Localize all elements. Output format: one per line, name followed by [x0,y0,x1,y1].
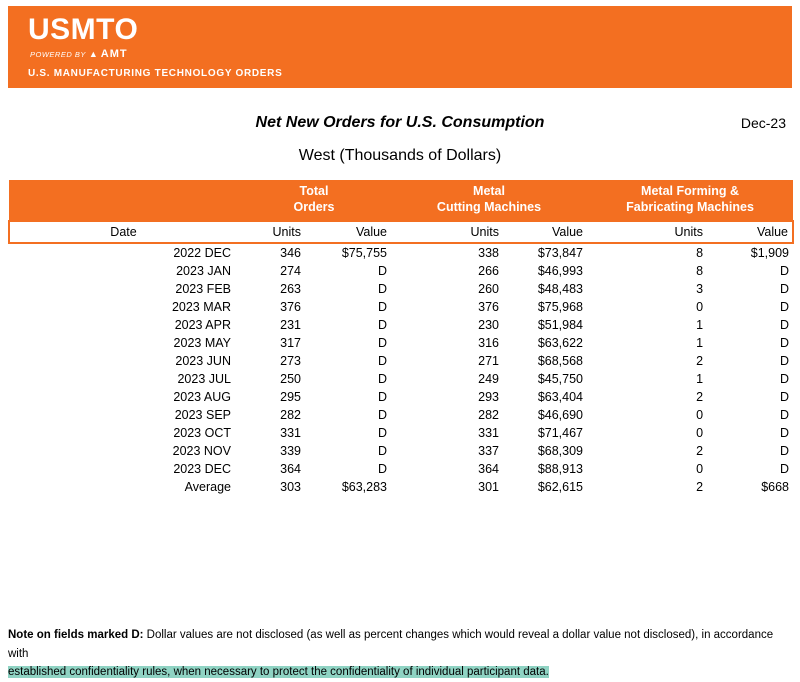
value-cell: D [779,371,790,386]
value-cell: $71,467 [537,425,584,440]
value-cell: 1 [696,317,704,332]
value-cell: 376 [478,299,499,314]
column-header-value-forming: Value [707,221,793,243]
column-header-date: Date [9,221,237,243]
group-label: Total [299,184,329,198]
footnote-label: Note on fields marked D: [8,629,144,641]
value-cell: 260 [478,281,499,296]
value-cell: 316 [478,335,499,350]
value-cell: $63,622 [537,335,584,350]
table-row [9,442,793,460]
value-cell: 271 [478,353,499,368]
page-subtitle: West (Thousands of Dollars) [298,147,502,164]
group-label: Metal Forming & [641,184,739,198]
value-cell: D [779,299,790,314]
value-cell: 230 [478,317,499,332]
value-cell: $45,750 [537,371,584,386]
column-header-units-total: Units [237,221,305,243]
value-cell: 2 [696,443,704,458]
value-cell: $68,309 [537,443,584,458]
value-cell: D [779,425,790,440]
value-cell: 331 [280,425,301,440]
value-cell: 317 [280,335,301,350]
group-label: Fabricating Machines [626,200,754,215]
value-cell: D [377,353,387,368]
page-title: Net New Orders for U.S. Consumption [255,114,545,131]
value-cell: 0 [696,299,704,314]
value-cell: 1 [696,371,704,386]
table-row [9,370,793,388]
date-cell: 2023 AUG [173,389,231,404]
value-cell: D [377,425,387,440]
value-cell: $73,847 [537,245,584,260]
value-cell: 346 [280,245,301,260]
value-cell: D [377,281,387,296]
value-cell: D [377,389,387,404]
table-row [9,243,793,262]
value-cell: D [779,353,790,368]
value-cell: D [779,317,790,332]
table-row [9,316,793,334]
date-cell: 2023 OCT [173,425,231,440]
table-body [9,243,793,496]
group-label: Cutting Machines [436,200,542,215]
value-cell: D [377,263,387,278]
value-cell: $46,993 [537,263,584,278]
value-cell: D [377,443,387,458]
value-cell: 338 [478,245,499,260]
group-header-metal-forming [587,180,793,221]
value-cell: 301 [478,479,499,494]
value-cell: D [377,317,387,332]
table-row [9,460,793,478]
table-row [9,280,793,298]
value-cell: 250 [280,371,301,386]
header-tagline: U.S. MANUFACTURING TECHNOLOGY ORDERS [28,68,283,79]
value-cell: 303 [280,479,301,494]
table-row [9,262,793,280]
value-cell: D [377,461,387,476]
date-cell: 2023 MAR [171,299,231,314]
value-cell: 364 [280,461,301,476]
value-cell: $46,690 [537,407,584,422]
table-row [9,478,793,496]
value-cell: $48,483 [537,281,584,296]
table-row [9,334,793,352]
header-banner [8,6,792,88]
value-cell: $75,755 [341,245,387,260]
value-cell: D [779,263,790,278]
value-cell: 263 [280,281,301,296]
value-cell: D [779,407,790,422]
value-cell: 364 [478,461,499,476]
value-cell: 273 [280,353,301,368]
group-header-total-orders [237,180,391,221]
value-cell: 0 [696,461,704,476]
value-cell: 266 [478,263,499,278]
value-cell: 2 [696,389,704,404]
footnote-line1: Dollar values are not disclosed (as well as percent changes which would reveal a dollar value not disclosed), in accordance with [8,629,774,660]
value-cell: D [779,281,790,296]
value-cell: $63,283 [341,479,387,494]
report-date: Dec-23 [740,115,786,131]
value-cell: D [779,389,790,404]
column-header-value-cutting: Value [503,221,587,243]
date-cell: 2023 JAN [176,263,231,278]
group-label: Metal [473,184,505,198]
value-cell: 331 [478,425,499,440]
value-cell: D [377,299,387,314]
date-cell: 2023 JUL [177,371,231,386]
value-cell: 339 [280,443,301,458]
column-header-value-total: Value [305,221,391,243]
value-cell: 0 [696,425,704,440]
table-row [9,388,793,406]
value-cell: 337 [478,443,499,458]
value-cell: $88,913 [537,461,584,476]
table-row [9,424,793,442]
date-cell: Average [184,479,231,494]
column-header-units-cutting: Units [391,221,503,243]
value-cell: 8 [696,263,704,278]
value-cell: $51,984 [537,317,584,332]
value-cell: D [779,335,790,350]
table-column-header-row [9,221,793,243]
value-cell: 3 [696,281,704,296]
value-cell: 282 [478,407,499,422]
footnote-line2: established confidentiality rules, when necessary to protect the confidentiality of individual participant data. [8,666,549,679]
date-cell: 2022 DEC [173,245,231,260]
usmto-logo: USMTO [28,13,139,46]
value-cell: 2 [696,353,704,368]
date-cell: 2023 APR [174,317,231,332]
value-cell: D [779,461,790,476]
date-cell: 2023 NOV [172,443,231,458]
powered-by [30,48,792,60]
value-cell: 376 [280,299,301,314]
value-cell: 282 [280,407,301,422]
value-cell: $68,568 [537,353,584,368]
group-header-metal-cutting [391,180,587,221]
value-cell: 295 [280,389,301,404]
value-cell: D [377,371,387,386]
value-cell: 1 [696,335,704,350]
value-cell: $668 [761,479,790,494]
group-header-empty [9,180,237,221]
value-cell: 2 [696,479,704,494]
date-cell: 2023 JUN [175,353,231,368]
orders-table [8,180,794,496]
table-row [9,406,793,424]
amt-label: AMT [100,48,128,60]
value-cell: 293 [478,389,499,404]
table-row [9,298,793,316]
date-cell: 2023 SEP [174,407,231,422]
value-cell: 249 [478,371,499,386]
column-header-units-forming: Units [587,221,707,243]
value-cell: 274 [280,263,301,278]
footnote [8,626,792,682]
value-cell: $75,968 [537,299,584,314]
title-row [0,114,800,134]
value-cell: $62,615 [537,479,584,494]
value-cell: 231 [280,317,301,332]
table-row [9,352,793,370]
powered-by-label: POWERED BY [30,50,86,59]
value-cell: D [377,335,387,350]
value-cell: D [779,443,790,458]
value-cell: $63,404 [537,389,584,404]
date-cell: 2023 MAY [173,335,231,350]
value-cell: 8 [696,245,704,260]
value-cell: $1,909 [750,245,790,260]
group-label: Orders [293,200,335,215]
table-group-header-row [9,180,793,221]
date-cell: 2023 DEC [173,461,231,476]
date-cell: 2023 FEB [175,281,231,296]
value-cell: 0 [696,407,704,422]
value-cell: D [377,407,387,422]
amt-logo-icon: ▲ [88,49,98,59]
